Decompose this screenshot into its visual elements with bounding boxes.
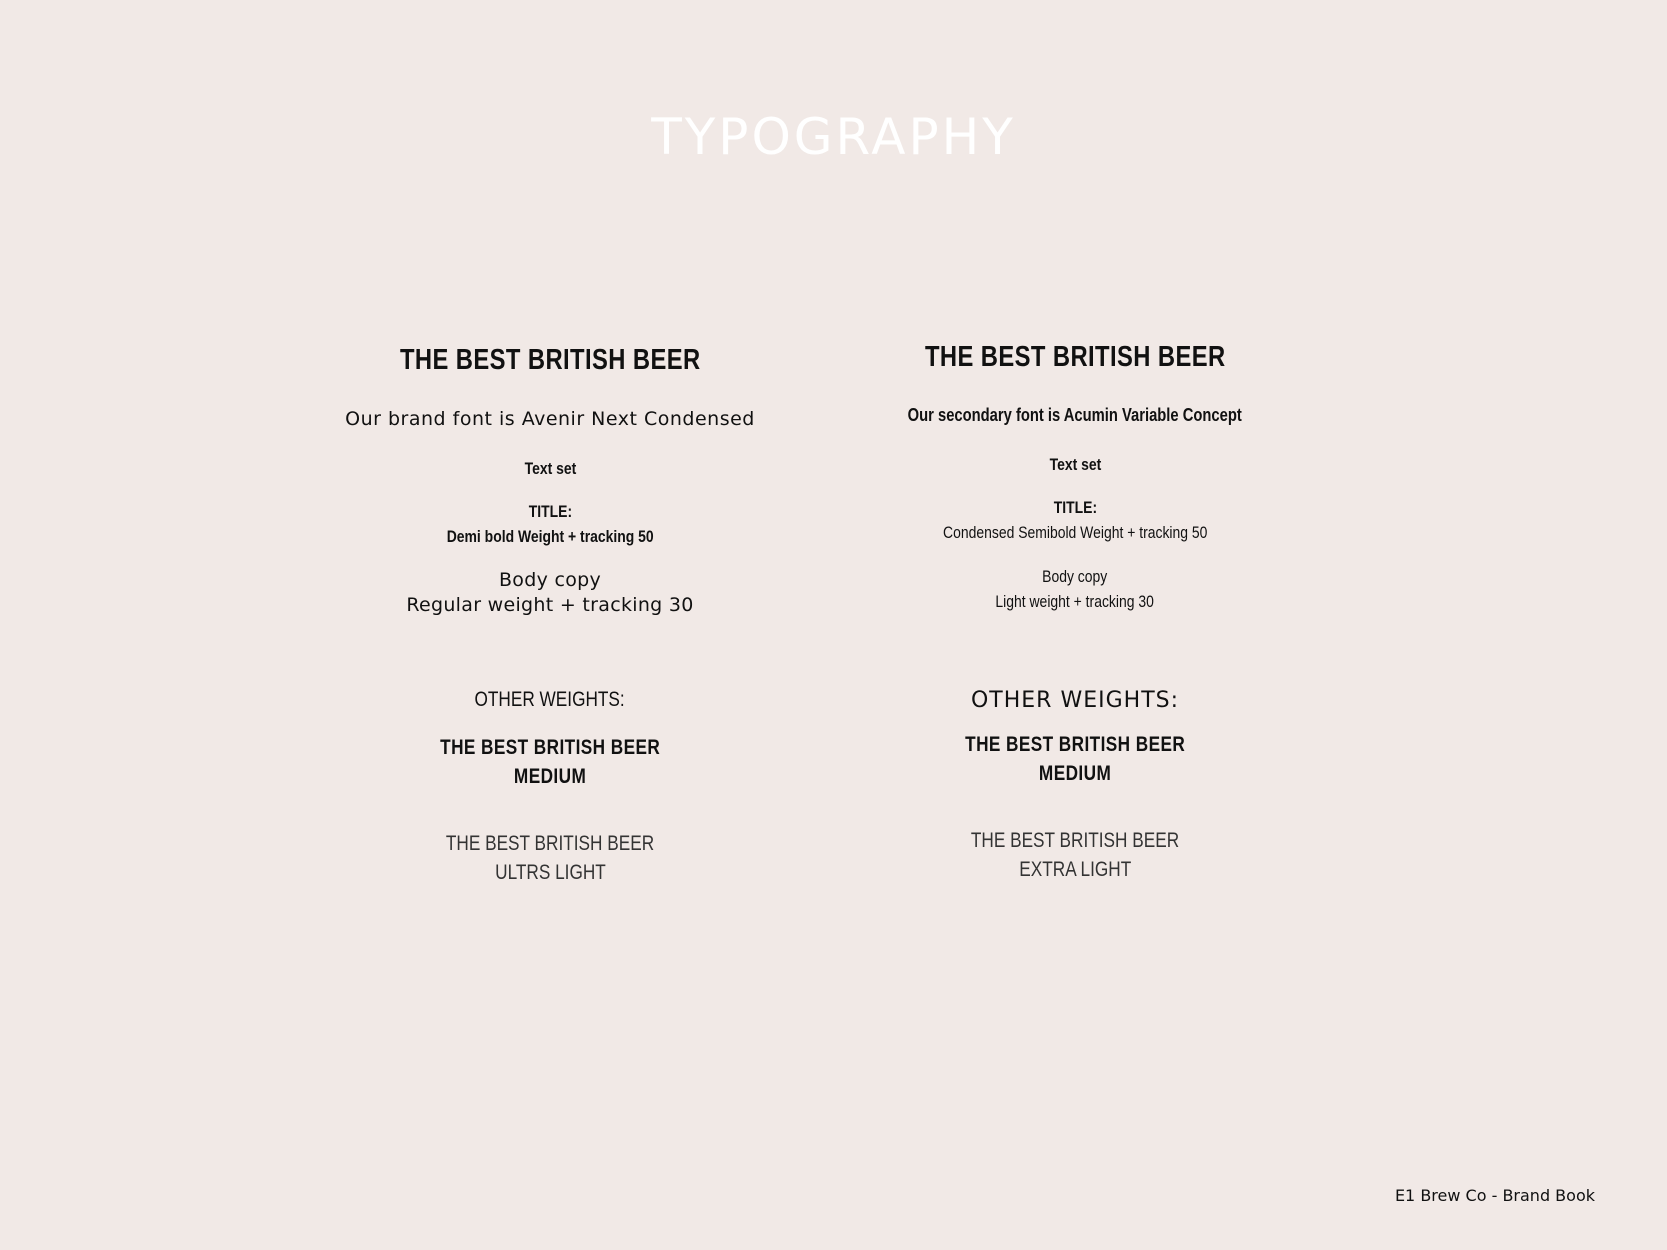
secondary-light-name: EXTRA LIGHT — [1019, 858, 1131, 881]
page-title: TYPOGRAPHY — [651, 108, 1016, 166]
footer-brand-book-label: E1 Brew Co - Brand Book — [1394, 1186, 1595, 1205]
primary-light-name: ULTRS LIGHT — [494, 861, 606, 884]
secondary-text-set-label: Text set — [1049, 455, 1101, 474]
secondary-medium-name: MEDIUM — [1038, 762, 1112, 785]
primary-body-label: Body copy — [498, 569, 602, 591]
secondary-font-title-sample: THE BEST BRITISH BEER — [924, 341, 1226, 373]
primary-title-label: TITLE: — [528, 502, 572, 521]
secondary-font-intro: Our secondary font is Acumin Variable Concept — [907, 405, 1243, 425]
primary-medium-sample: THE BEST BRITISH BEER — [439, 736, 661, 759]
secondary-title-label: TITLE: — [1053, 498, 1097, 517]
primary-font-intro: Our brand font is Avenir Next Condensed — [345, 408, 755, 430]
primary-other-weights-heading: OTHER WEIGHTS: — [474, 688, 626, 711]
secondary-other-weights-heading: OTHER WEIGHTS: — [970, 688, 1180, 713]
secondary-title-spec: Condensed Semibold Weight + tracking 50 — [942, 523, 1208, 542]
primary-text-set-label: Text set — [524, 459, 576, 478]
secondary-body-label: Body copy — [1042, 567, 1108, 586]
primary-body-spec: Regular weight + tracking 30 — [406, 594, 694, 616]
primary-light-sample: THE BEST BRITISH BEER — [445, 832, 655, 855]
primary-font-title-sample: THE BEST BRITISH BEER — [399, 344, 701, 376]
primary-medium-name: MEDIUM — [513, 765, 587, 788]
primary-title-spec: Demi bold Weight + tracking 50 — [446, 527, 654, 546]
secondary-light-sample: THE BEST BRITISH BEER — [970, 829, 1180, 852]
secondary-body-spec: Light weight + tracking 30 — [995, 592, 1155, 611]
secondary-medium-sample: THE BEST BRITISH BEER — [964, 733, 1186, 756]
